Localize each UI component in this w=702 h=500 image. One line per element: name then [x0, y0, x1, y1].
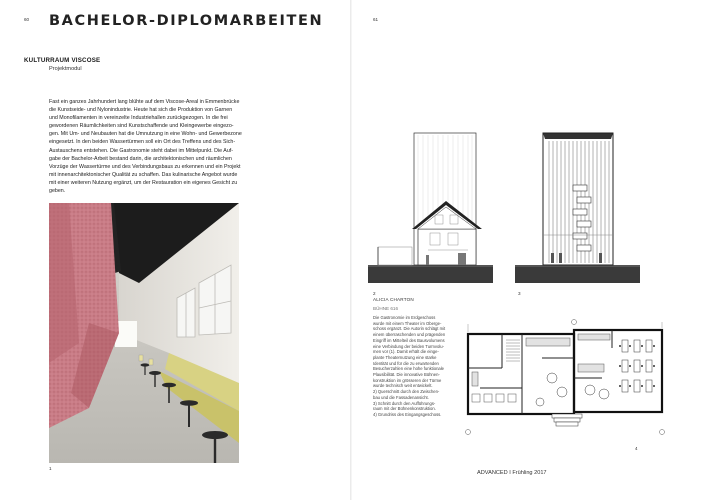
section-title: BACHELOR-DIPLOMARBEITEN: [49, 13, 324, 29]
caption-author: ALICIA CHARTON: [373, 297, 414, 302]
interior-rendering-illustration: [49, 203, 239, 463]
project-subtitle: Projektmodul: [49, 66, 82, 72]
footer-publication: ADVANCED I Frühling 2017: [477, 470, 547, 476]
section-drawing-connecting-building: [368, 125, 493, 287]
caption-subtitle: BÜHNE 616: [373, 306, 399, 311]
figure-4-number: 4: [635, 446, 638, 451]
figure-2-number: 2: [373, 291, 376, 296]
interior-rendering-image: [49, 203, 239, 463]
body-text: Fast ein ganzes Jahrhundert lang blühte auf dem Viscose-Areal in Emmenbrücke die Kunstseide- und Nylonindustrie. Heute hat sich die Produktion von Garnen und Monofilamenten in vereinzelte Industriehallen zurückgezogen. In die frei gewordenen Räumlichkeiten sind Kunstschaffende und Kleingewerbe eingezo- gen. Mit Um- und Neubauten hat die Umnutzung in eine Wohn- und Gewerbezone eingesetzt. In den beiden Wassertürmen soll ein Ort des Treffens und des Sich- Austauschens entstehen. Die Gastronomie steht dabei im Mittelpunkt. Die Auf- gabe der Bachelor-Arbeit bestand darin, die architektonischen und räumlichen Vorzüge der Wassertürme und des Verbindungsbaus zu erkennen und ein Projekt mit innenarchitektonischer Qualität zu schaffen. Das kulinarische Angebot wurde mit einer weiteren Nutzung ergänzt, um der Restauration ein eigenes Gesicht zu geben.: [49, 99, 242, 195]
left-page-number: 60: [24, 17, 30, 22]
floor-plan-drawing: [462, 318, 672, 442]
section-drawing-performance-room: [515, 125, 640, 287]
caption-text: Die Gastronomie im Erdgeschoss wurde mit einem Theater im Oberge- schoss ergänzt. Die Autorin schlägt mit einem überraschenden und prägenden Eingriff im Mittelteil des Bausvolumens eine Verbindung der beiden Turmvolu- men vor (1). Damit erhält die einge- plante Theaternutzung eine starke Identität und für die zu erwartenden Besucherzahlen eine hohe funktionale Plausibilität. Die innovative Bühnen- konstruktion im grösseren der Türme wurde technisch weit entwickelt. 2) Querschnitt durch den Zwischen- bau und die Fassadenansicht. 3) Schnitt durch den Aufführungs- raum mit der Bühnenkonstruktion. 4) Grundriss des Eingangsgeschoss.: [373, 315, 446, 417]
figure-1-number: 1: [49, 466, 52, 471]
right-page-number: 61: [373, 17, 379, 22]
page-fold: [350, 0, 352, 500]
project-title: KULTURRAUM VISCOSE: [24, 57, 101, 64]
figure-3-number: 3: [518, 291, 521, 296]
